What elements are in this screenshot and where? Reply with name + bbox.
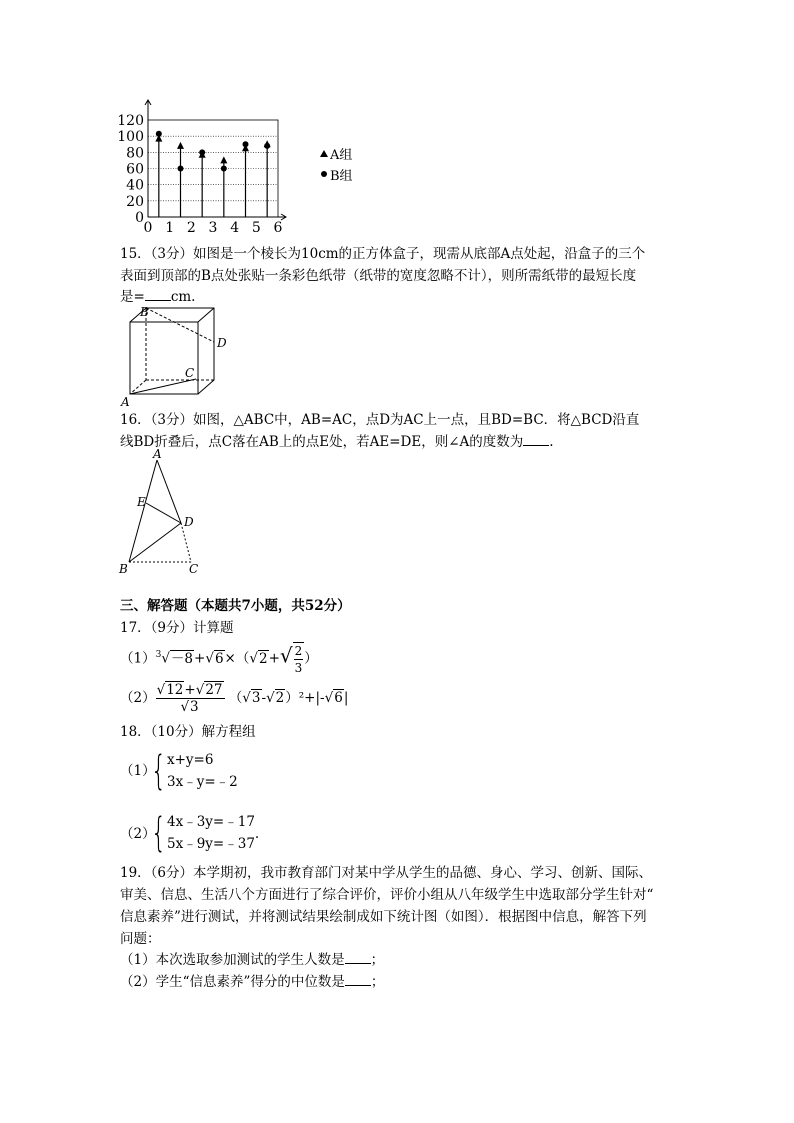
q16-answer-blank[interactable]: [523, 433, 549, 446]
x-tick-label: 3: [208, 220, 218, 233]
segment-bd: [129, 523, 181, 562]
q19-line-4: 问题：: [120, 931, 161, 947]
a-group-point: [220, 156, 227, 163]
b-group-point: [221, 166, 227, 172]
q15-unit: cm.: [170, 289, 196, 305]
triangle-figure: [115, 448, 215, 578]
q17-part-1: $(1)^3√-8+√6\times(√2+√$ $\frac{2}{3}$ ）: [120, 643, 318, 675]
b-group-point: [243, 141, 249, 147]
q18-title: 18．（10分）解方程组: [120, 724, 256, 740]
q19-line-3: 信息素养”进行测试，并将测试结果绘制成如下统计图（如图）．根据图中信息，解答下列: [120, 909, 647, 925]
part-label: （2）: [120, 690, 156, 706]
label-c: C: [185, 366, 195, 380]
y-tick-label: 80: [126, 145, 144, 162]
q16-end: .: [549, 434, 554, 450]
fraction: $\frac{√12+√27}{√3}$: [156, 682, 223, 715]
q17-title: 17．（9分）计算题: [120, 620, 234, 636]
equation: 5x﹣9y=﹣37: [167, 836, 255, 852]
cube-figure: [118, 302, 248, 410]
legend-label-b: B组: [330, 169, 353, 184]
scatter-chart: [110, 98, 370, 233]
b-group-point: [178, 166, 184, 172]
b-group-point: [156, 131, 162, 137]
equation: 3x﹣y=﹣2: [167, 774, 238, 790]
label-a: A: [121, 395, 130, 409]
x-tick-label: 5: [251, 220, 261, 233]
q16-line-1: 16．（3分）如图，△ABC中，AB=AC，点D为AC上一点，且BD=BC．将△BCD沿直: [120, 412, 640, 428]
q16-text: 线BD折叠后，点C落在AB上的点E处，若AE=DE，则∠A的度数为: [120, 434, 524, 450]
label-b: B: [119, 562, 128, 576]
q18-system-1: [167, 749, 238, 793]
segment-ed: [146, 503, 181, 523]
label-a: A: [153, 448, 162, 461]
x-tick-label: 6: [273, 220, 283, 233]
q15-line-1: 15．（3分）如图是一个棱长为10cm的正方体盒子，现需从底部A点处起，沿盒子的三个: [120, 246, 646, 262]
q18-part-2-label: （2）: [120, 826, 156, 842]
section-heading: 三、解答题（本题共7小题，共52分）: [120, 598, 351, 614]
legend-circle-icon: [321, 171, 327, 177]
y-tick-label: 0: [135, 210, 144, 226]
q19-answer-blank-2[interactable]: [345, 973, 371, 986]
cube-back-edges: [130, 308, 214, 394]
q15-line-2: 表面到顶部的B点处张贴一条彩色纸带（纸带的宽度忽略不计），则所需纸带的最短长度: [120, 268, 637, 284]
b-group-point: [199, 149, 205, 155]
brace: {: [151, 810, 167, 856]
cube-front-face: [130, 322, 198, 394]
side-ad: [157, 460, 181, 523]
q17-part-2: （2） $\frac{√12+√27}{√3}$ （√3-√2）²+|-√6|: [120, 682, 349, 715]
brace: {: [151, 748, 167, 794]
radicand: －8: [170, 650, 194, 667]
y-tick-label: 60: [126, 161, 144, 178]
q15-answer-blank[interactable]: [145, 288, 171, 301]
equation: x+y=6: [167, 752, 214, 768]
path-b-d: [146, 308, 214, 342]
q18-system-2: 4x﹣3y=﹣17 5x﹣9y=﹣37.: [167, 811, 259, 855]
label-e: E: [137, 495, 146, 509]
q19-line-2: 审美、信息、生活八个方面进行了综合评价，评价小组从八年级学生中选取部分学生针对“: [120, 887, 654, 903]
x-tick-label: 2: [186, 220, 196, 233]
label-d: D: [184, 515, 194, 529]
equation: 4x﹣3y=﹣17: [167, 814, 255, 830]
x-tick-label: 1: [165, 220, 175, 233]
path-a-c: [130, 379, 196, 394]
x-tick-label: 4: [230, 220, 240, 233]
q19-sub-1: （1）本次选取参加测试的学生人数是 ；: [120, 952, 385, 968]
fraction: $\frac{2}{3}$: [294, 644, 303, 675]
radicand: 6: [214, 650, 224, 667]
q18-part-1-label: （1）: [120, 763, 156, 779]
q19-answer-blank-1[interactable]: [345, 951, 371, 964]
legend-label-a: A组: [330, 148, 353, 163]
legend-triangle-icon: [320, 150, 328, 157]
cube-root-index: 3: [155, 650, 162, 660]
y-tick-label: 40: [126, 177, 144, 194]
radicand: 2: [258, 650, 268, 667]
y-tick-label: 100: [117, 129, 144, 146]
q19-sub-2: （2）学生“信息素养”得分的中位数是 ；: [120, 974, 385, 990]
y-tick-label: 20: [126, 193, 144, 210]
part-label: （1）: [120, 650, 156, 667]
y-tick-label: 120: [117, 113, 144, 129]
label-b: B: [140, 305, 149, 319]
side-ab: [129, 460, 157, 562]
label-c: C: [189, 562, 199, 576]
b-group-point: [264, 143, 270, 149]
q19-line-1: 19．（6分）本学期初，我市教育部门对某中学从学生的品德、身心、学习、创新、国际、: [120, 865, 653, 881]
x-tick-label: 0: [143, 220, 153, 233]
a-group-point: [177, 142, 184, 149]
label-d: D: [217, 336, 227, 350]
q15-text: 是=: [120, 289, 145, 305]
